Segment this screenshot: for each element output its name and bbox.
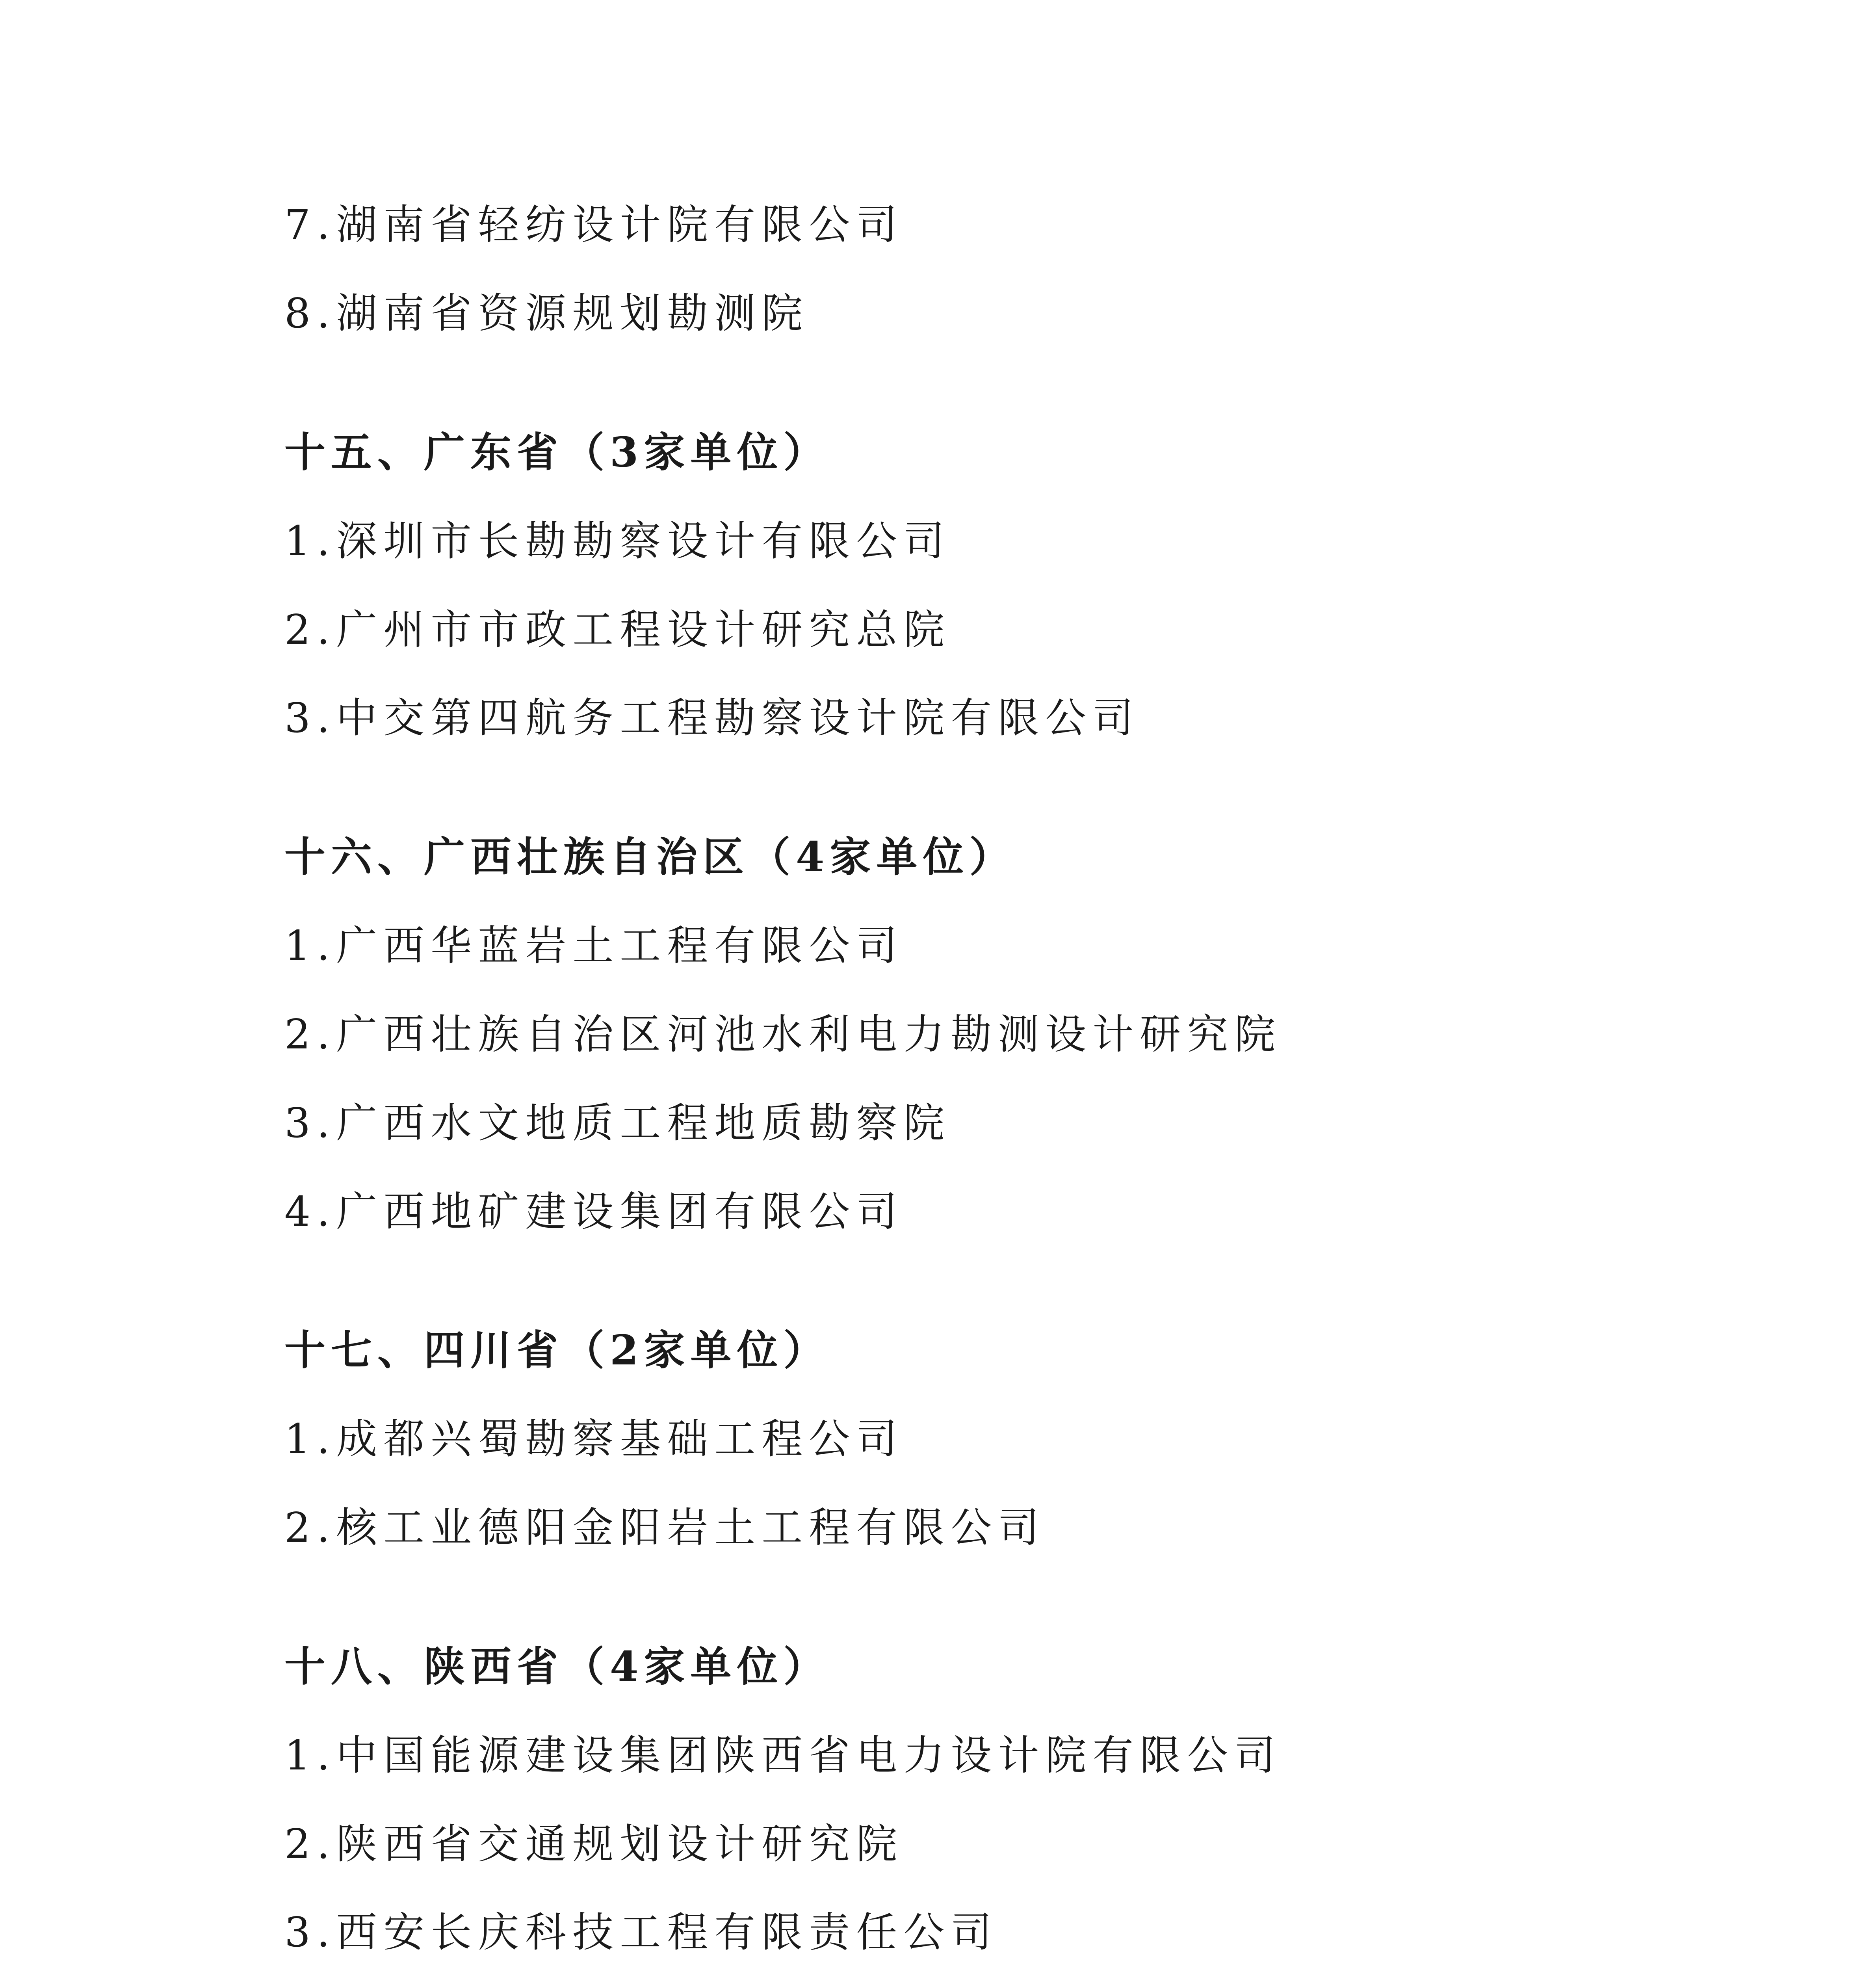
- list-item: 8.湖南省资源规划勘测院: [284, 289, 809, 337]
- list-item: 1.深圳市长勘勘察设计有限公司: [284, 517, 951, 565]
- section-heading-shaanxi: 十八、陕西省（4家单位）: [284, 1642, 830, 1691]
- list-item: 2.陕西省交通规划设计研究院: [284, 1820, 904, 1868]
- list-item: 1.成都兴蜀勘察基础工程公司: [284, 1415, 904, 1463]
- list-item: 3.广西水文地质工程地质勘察院: [284, 1099, 951, 1147]
- section-heading-sichuan: 十七、四川省（2家单位）: [284, 1326, 830, 1374]
- list-item: 2.核工业德阳金阳岩土工程有限公司: [284, 1504, 1046, 1552]
- list-item: 3.中交第四航务工程勘察设计院有限公司: [284, 694, 1140, 742]
- list-item: 1.广西华蓝岩土工程有限公司: [284, 922, 904, 970]
- list-item: 4.广西地矿建设集团有限公司: [284, 1188, 904, 1236]
- list-item: 3.西安长庆科技工程有限责任公司: [284, 1908, 998, 1956]
- list-item: 7.湖南省轻纺设计院有限公司: [284, 201, 904, 249]
- section-heading-guangxi: 十六、广西壮族自治区（4家单位）: [284, 833, 1016, 881]
- list-item: 2.广州市市政工程设计研究总院: [284, 606, 951, 654]
- section-heading-guangdong: 十五、广东省（3家单位）: [284, 428, 830, 476]
- list-item: 1.中国能源建设集团陕西省电力设计院有限公司: [284, 1731, 1282, 1779]
- list-item: 2.广西壮族自治区河池水利电力勘测设计研究院: [284, 1010, 1282, 1058]
